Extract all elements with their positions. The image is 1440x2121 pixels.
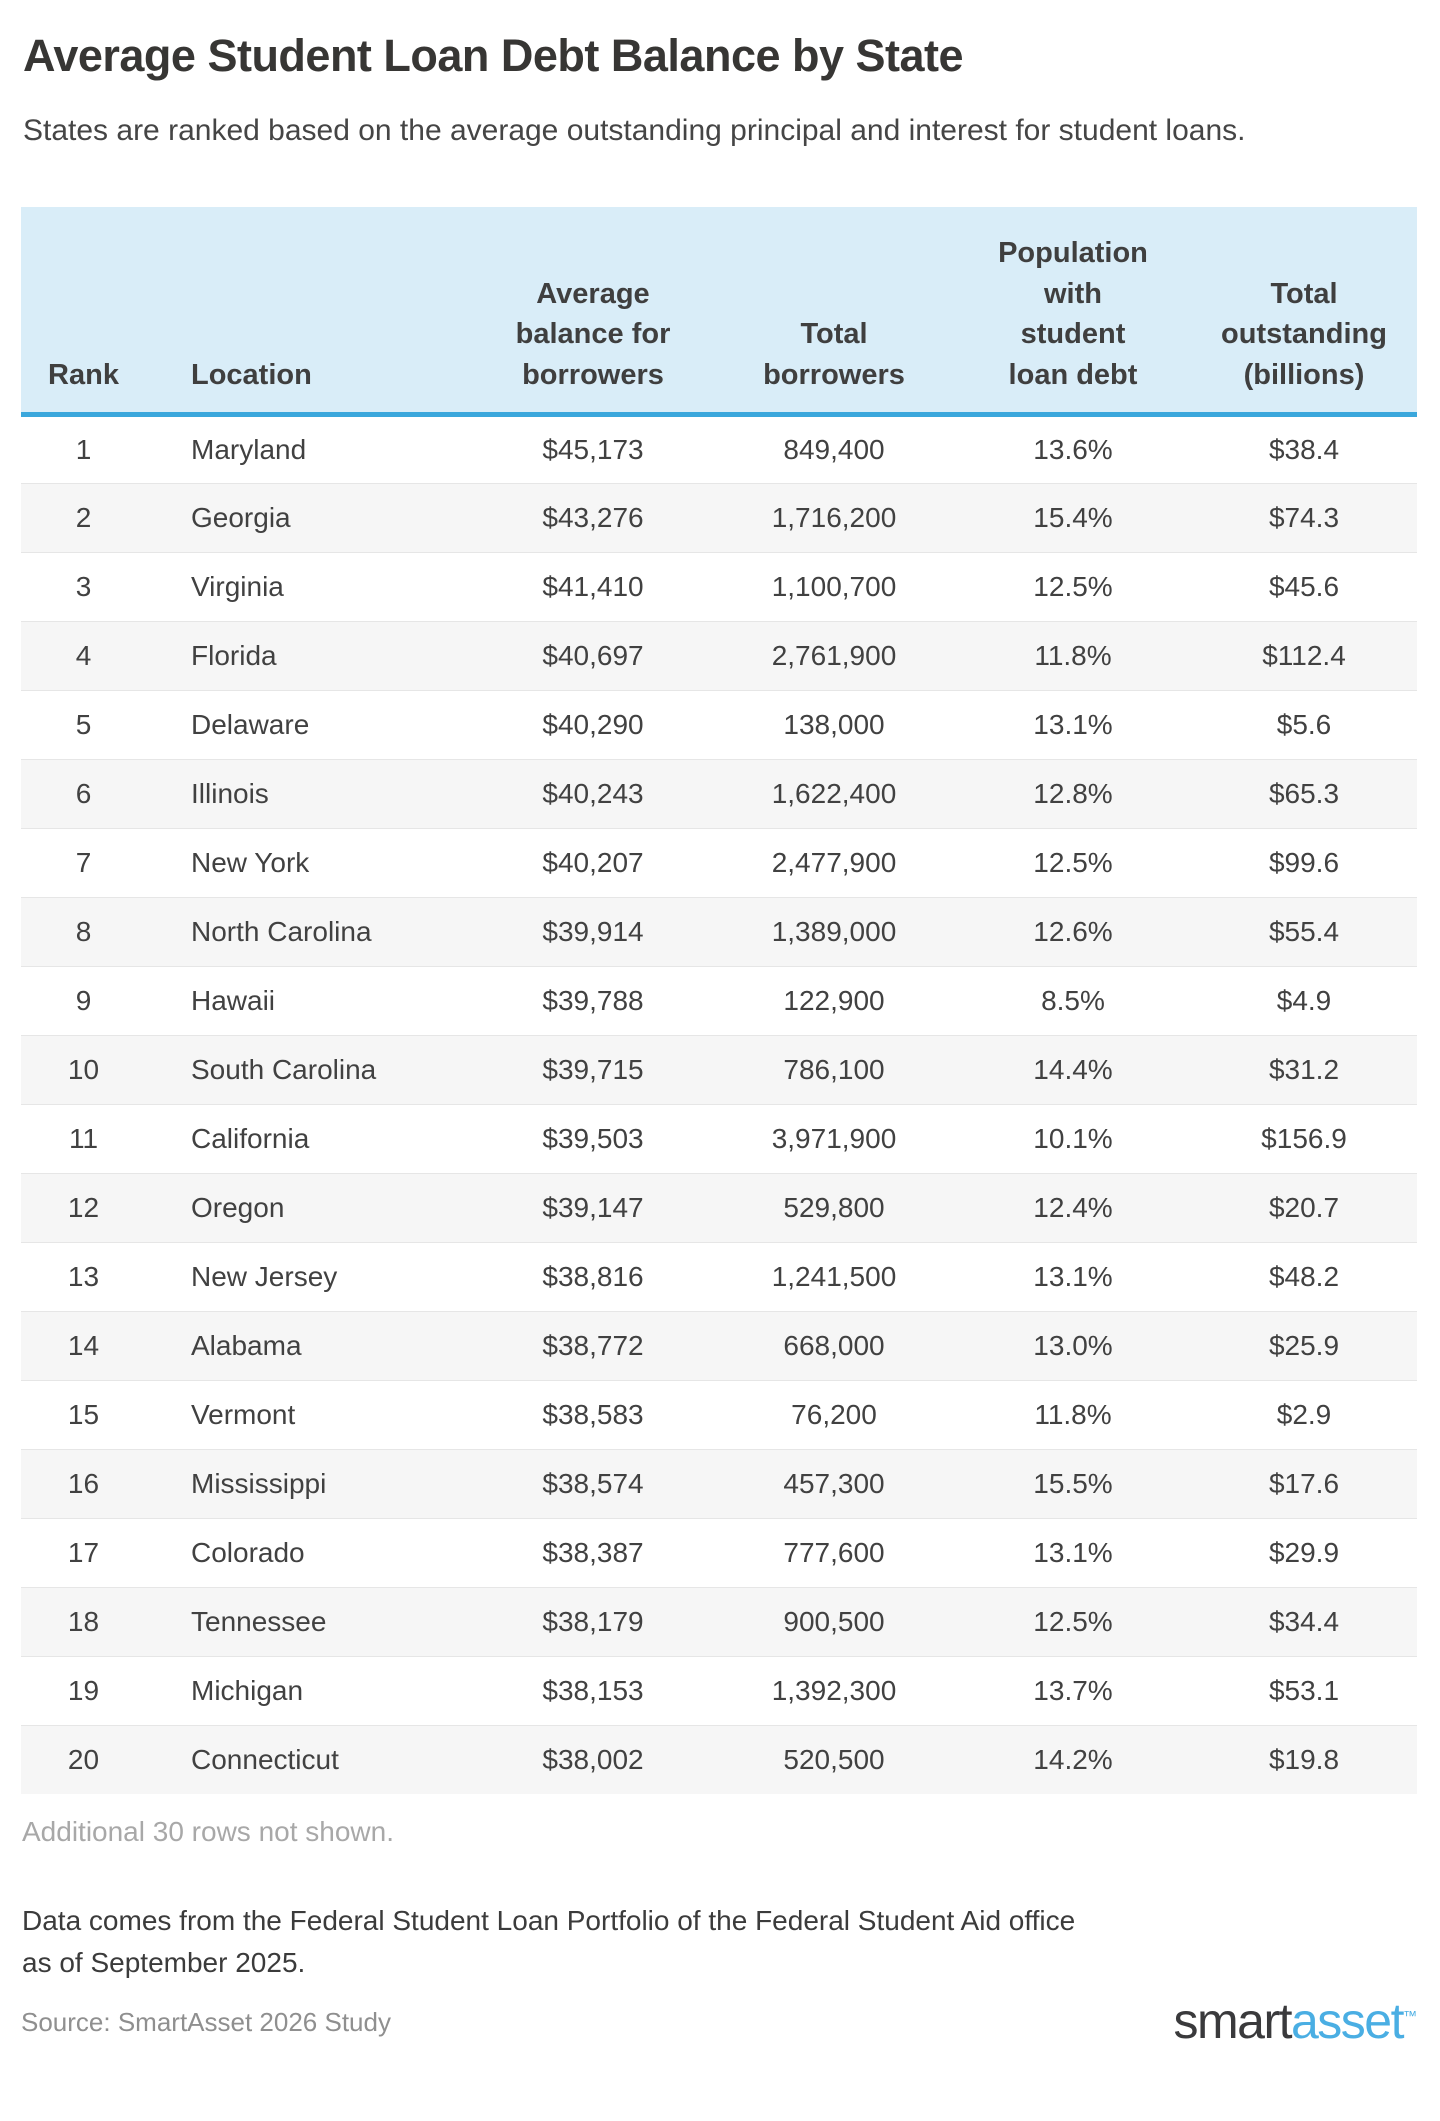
table-row: [21, 1380, 1417, 1449]
population-cell: 14.2%: [955, 1725, 1191, 1794]
table-row: [21, 552, 1417, 621]
location-cell: Maryland: [191, 433, 307, 465]
rank-cell: 13: [21, 1242, 146, 1311]
header-location-label: Location: [191, 359, 312, 392]
population-cell: 15.5%: [955, 1449, 1191, 1518]
rank-cell: 19: [21, 1656, 146, 1725]
header-total-borrowers-label: Total borrowers: [763, 318, 905, 392]
total-borrowers-cell: 1,392,300: [713, 1656, 955, 1725]
rank-cell: 6: [21, 759, 146, 828]
average-balance-cell: $40,243: [473, 759, 713, 828]
location-cell: Michigan: [146, 1656, 473, 1725]
outstanding-cell: $74.3: [1191, 483, 1417, 552]
table-row: [21, 1035, 1417, 1104]
total-borrowers-cell: 1,622,400: [713, 759, 955, 828]
outstanding-cell: $34.4: [1191, 1587, 1417, 1656]
table-row: [21, 1311, 1417, 1380]
average-balance-cell: $41,410: [473, 552, 713, 621]
header-rank: [21, 207, 146, 414]
table-row: [21, 1656, 1417, 1725]
total-borrowers-cell: 1,716,200: [713, 483, 955, 552]
outstanding-cell: $4.9: [1191, 966, 1417, 1035]
total-borrowers-cell: 777,600: [713, 1518, 955, 1587]
population-cell: 13.6%: [1033, 433, 1113, 465]
average-balance-cell: $38,574: [473, 1449, 713, 1518]
location-cell: Vermont: [146, 1380, 473, 1449]
average-balance-cell: $45,173: [542, 433, 644, 465]
outstanding-cell: $19.8: [1191, 1725, 1417, 1794]
average-balance-cell: $38,816: [473, 1242, 713, 1311]
total-borrowers-cell: 457,300: [713, 1449, 955, 1518]
outstanding-cell: $17.6: [1191, 1449, 1417, 1518]
population-cell: 12.4%: [955, 1173, 1191, 1242]
average-balance-cell: $38,179: [473, 1587, 713, 1656]
location-cell: New Jersey: [146, 1242, 473, 1311]
rank-cell: 5: [21, 690, 146, 759]
average-balance-cell: $38,387: [473, 1518, 713, 1587]
source-credit: Source: SmartAsset 2026 Study: [21, 2007, 391, 2038]
table-row: [21, 621, 1417, 690]
table-body: [21, 414, 1417, 1794]
population-cell: 14.4%: [955, 1035, 1191, 1104]
average-balance-cell: $43,276: [473, 483, 713, 552]
population-cell: 11.8%: [955, 1380, 1191, 1449]
population-cell: 12.5%: [955, 1587, 1191, 1656]
rank-cell: 7: [21, 828, 146, 897]
rank-cell: 10: [21, 1035, 146, 1104]
outstanding-cell: $55.4: [1191, 897, 1417, 966]
total-borrowers-cell: 520,500: [713, 1725, 955, 1794]
outstanding-cell: $20.7: [1191, 1173, 1417, 1242]
rank-cell: 4: [21, 621, 146, 690]
average-balance-cell: $39,788: [473, 966, 713, 1035]
total-borrowers-cell: 2,477,900: [713, 828, 955, 897]
location-cell: Delaware: [146, 690, 473, 759]
table-row: [21, 414, 1417, 483]
header-total-outstanding-label: Total outstanding (billions): [1221, 277, 1387, 392]
logo-asset-text: asset: [1290, 1993, 1403, 2050]
rank-cell: 14: [21, 1311, 146, 1380]
header-total-outstanding: [1191, 207, 1417, 414]
location-cell: Connecticut: [146, 1725, 473, 1794]
outstanding-cell: $112.4: [1191, 621, 1417, 690]
table-row: [21, 1242, 1417, 1311]
location-cell: Colorado: [146, 1518, 473, 1587]
location-cell: Mississippi: [146, 1449, 473, 1518]
location-cell: Alabama: [146, 1311, 473, 1380]
location-cell: Florida: [146, 621, 473, 690]
table-header: [21, 207, 1417, 414]
rank-cell: 15: [21, 1380, 146, 1449]
outstanding-cell: $53.1: [1191, 1656, 1417, 1725]
location-cell: Illinois: [146, 759, 473, 828]
location-cell: New York: [146, 828, 473, 897]
location-cell: California: [146, 1104, 473, 1173]
table-row: [21, 897, 1417, 966]
table-row: [21, 483, 1417, 552]
rank-cell: 2: [21, 483, 146, 552]
rank-cell: 1: [75, 433, 92, 465]
population-cell: 12.8%: [955, 759, 1191, 828]
total-borrowers-cell: 849,400: [783, 433, 885, 465]
table-row: [21, 1725, 1417, 1794]
average-balance-cell: $38,772: [473, 1311, 713, 1380]
location-cell: South Carolina: [146, 1035, 473, 1104]
population-cell: 10.1%: [955, 1104, 1191, 1173]
population-cell: 15.4%: [955, 483, 1191, 552]
header-population-with-debt-label: Population with student loan debt: [998, 237, 1148, 392]
population-cell: 13.1%: [955, 1518, 1191, 1587]
data-footnote-line-2: as of September 2025.: [22, 1947, 306, 1979]
rank-cell: 9: [21, 966, 146, 1035]
location-cell: Virginia: [146, 552, 473, 621]
table-row: [21, 1173, 1417, 1242]
population-cell: 12.5%: [955, 552, 1191, 621]
average-balance-cell: $40,290: [473, 690, 713, 759]
population-cell: 13.1%: [955, 690, 1191, 759]
outstanding-cell: $29.9: [1191, 1518, 1417, 1587]
rank-cell: 17: [21, 1518, 146, 1587]
total-borrowers-cell: 1,100,700: [713, 552, 955, 621]
total-borrowers-cell: 1,389,000: [713, 897, 955, 966]
average-balance-cell: $38,583: [473, 1380, 713, 1449]
table-row: [21, 1518, 1417, 1587]
population-cell: 13.0%: [955, 1311, 1191, 1380]
table-row: [21, 759, 1417, 828]
header-average-balance-label: Average balance for borrowers: [515, 277, 671, 392]
rank-cell: 20: [21, 1725, 146, 1794]
data-footnote-line-1: Data comes from the Federal Student Loan Portfolio of the Federal Student Aid office: [22, 1905, 1076, 1937]
total-borrowers-cell: 76,200: [713, 1380, 955, 1449]
total-borrowers-cell: 122,900: [713, 966, 955, 1035]
debt-table: [21, 207, 1417, 1794]
total-borrowers-cell: 900,500: [713, 1587, 955, 1656]
outstanding-cell: $99.6: [1191, 828, 1417, 897]
total-borrowers-cell: 1,241,500: [713, 1242, 955, 1311]
rank-cell: 18: [21, 1587, 146, 1656]
population-cell: 11.8%: [955, 621, 1191, 690]
header-total-borrowers: [713, 207, 955, 414]
location-cell: Oregon: [146, 1173, 473, 1242]
table-row: [21, 1104, 1417, 1173]
average-balance-cell: $39,914: [473, 897, 713, 966]
outstanding-cell: $65.3: [1191, 759, 1417, 828]
outstanding-cell: $156.9: [1191, 1104, 1417, 1173]
average-balance-cell: $39,503: [473, 1104, 713, 1173]
outstanding-cell: $5.6: [1191, 690, 1417, 759]
header-location: [146, 207, 473, 414]
rank-cell: 3: [21, 552, 146, 621]
table-header-row: [21, 207, 1417, 414]
rank-cell: 16: [21, 1449, 146, 1518]
average-balance-cell: $39,715: [473, 1035, 713, 1104]
total-borrowers-cell: 2,761,900: [713, 621, 955, 690]
rank-cell: 8: [21, 897, 146, 966]
table-row: [21, 1587, 1417, 1656]
page: [0, 30, 1440, 2050]
location-cell: North Carolina: [146, 897, 473, 966]
total-borrowers-cell: 138,000: [713, 690, 955, 759]
table-row: [21, 828, 1417, 897]
average-balance-cell: $38,153: [473, 1656, 713, 1725]
smartasset-logo: [1173, 1993, 1417, 2050]
outstanding-cell: $45.6: [1191, 552, 1417, 621]
table-row: [21, 690, 1417, 759]
outstanding-cell: $25.9: [1191, 1311, 1417, 1380]
population-cell: 12.6%: [955, 897, 1191, 966]
table-row: [21, 966, 1417, 1035]
total-borrowers-cell: 529,800: [713, 1173, 955, 1242]
outstanding-cell: $2.9: [1191, 1380, 1417, 1449]
data-footnote: [22, 1900, 1419, 1984]
outstanding-cell: $48.2: [1191, 1242, 1417, 1311]
total-borrowers-cell: 668,000: [713, 1311, 955, 1380]
header-rank-label: Rank: [48, 359, 119, 392]
total-borrowers-cell: 3,971,900: [713, 1104, 955, 1173]
outstanding-cell: $38.4: [1268, 433, 1340, 465]
average-balance-cell: $40,207: [473, 828, 713, 897]
rank-cell: 12: [21, 1173, 146, 1242]
header-population-with-debt: [955, 207, 1191, 414]
location-cell: Georgia: [146, 483, 473, 552]
rank-cell: 11: [21, 1104, 146, 1173]
population-cell: 12.5%: [955, 828, 1191, 897]
page-title: Average Student Loan Debt Balance by State: [23, 30, 964, 81]
footer: [21, 1993, 1417, 2050]
page-subtitle: States are ranked based on the average outstanding principal and interest for student loans.: [23, 113, 1246, 147]
location-cell: Tennessee: [146, 1587, 473, 1656]
table-row: [21, 1449, 1417, 1518]
average-balance-cell: $38,002: [473, 1725, 713, 1794]
total-borrowers-cell: 786,100: [713, 1035, 955, 1104]
population-cell: 13.1%: [955, 1242, 1191, 1311]
outstanding-cell: $31.2: [1191, 1035, 1417, 1104]
population-cell: 13.7%: [955, 1656, 1191, 1725]
header-average-balance: [473, 207, 713, 414]
average-balance-cell: $40,697: [473, 621, 713, 690]
population-cell: 8.5%: [955, 966, 1191, 1035]
average-balance-cell: $39,147: [473, 1173, 713, 1242]
additional-rows-note: Additional 30 rows not shown.: [22, 1816, 394, 1848]
location-cell: Hawaii: [146, 966, 473, 1035]
logo-smart-text: smart: [1173, 1993, 1291, 2050]
logo-trademark: ™: [1403, 2007, 1417, 2024]
